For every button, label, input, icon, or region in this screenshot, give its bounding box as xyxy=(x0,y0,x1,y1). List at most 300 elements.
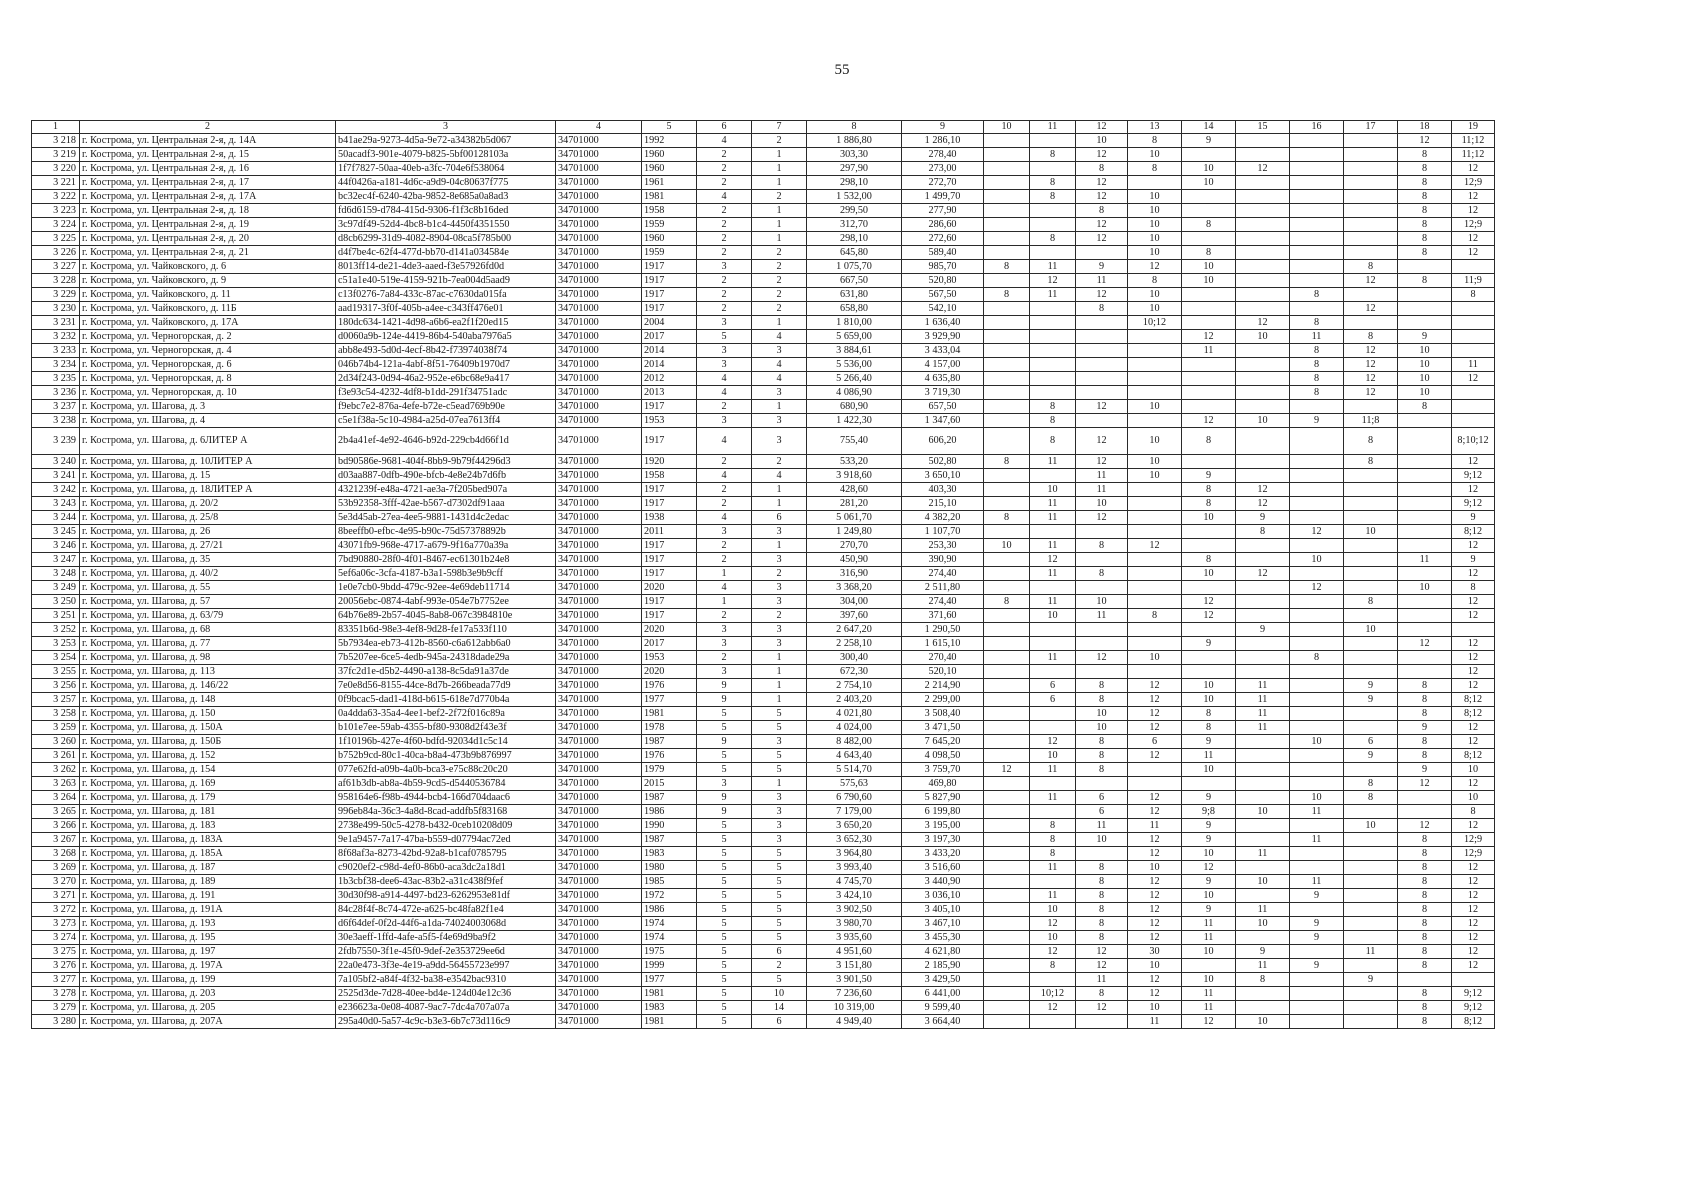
table-row xyxy=(32,749,1495,763)
table-cell xyxy=(1398,511,1452,525)
table-cell: 4 951,60 xyxy=(807,945,902,959)
table-cell: 1977 xyxy=(642,693,697,707)
table-cell: 2b4a41ef-4e92-4646-b92d-229cb4d66f1d xyxy=(336,428,556,455)
table-cell: г. Кострома, ул. Шагова, д. 18ЛИТЕР А xyxy=(80,483,336,497)
table-cell: 34701000 xyxy=(556,190,642,204)
table-cell: 2 xyxy=(697,288,752,302)
table-cell: 1960 xyxy=(642,162,697,176)
table-cell: b41ae29a-9273-4d5a-9e72-a34382b5d067 xyxy=(336,134,556,148)
table-cell: 1b3cbf38-dee6-43ac-83b2-a31c438f9fef xyxy=(336,875,556,889)
table-cell: 2 214,90 xyxy=(902,679,984,693)
table-row xyxy=(32,414,1495,428)
table-cell: 1917 xyxy=(642,609,697,623)
table-cell: 34701000 xyxy=(556,791,642,805)
table-cell: 1f7f7827-50aa-40eb-a3fc-704e6f538064 xyxy=(336,162,556,176)
table-cell: 2 xyxy=(697,274,752,288)
table-cell: г. Кострома, ул. Шагова, д. 63/79 xyxy=(80,609,336,623)
table-cell: 3 151,80 xyxy=(807,959,902,973)
table-cell: 2012 xyxy=(642,372,697,386)
table-cell: 1986 xyxy=(642,805,697,819)
table-cell: 34701000 xyxy=(556,302,642,316)
table-cell: 3 261 xyxy=(32,749,80,763)
table-row xyxy=(32,176,1495,190)
table-cell xyxy=(1344,288,1398,302)
column-number-header: 2 xyxy=(80,121,336,134)
table-cell: 8 xyxy=(1398,232,1452,246)
table-cell: 9 xyxy=(1182,875,1236,889)
table-cell xyxy=(984,791,1030,805)
table-cell: г. Кострома, ул. Шагова, д. 187 xyxy=(80,861,336,875)
table-row xyxy=(32,959,1495,973)
table-cell: 8 xyxy=(1030,400,1076,414)
table-cell xyxy=(1290,763,1344,777)
table-cell: 2 xyxy=(752,190,807,204)
table-cell: г. Кострома, ул. Шагова, д. 199 xyxy=(80,973,336,987)
table-cell xyxy=(1182,148,1236,162)
table-cell: 34701000 xyxy=(556,288,642,302)
table-cell: 12 xyxy=(1398,819,1452,833)
table-cell: 11;9 xyxy=(1452,274,1495,288)
table-cell xyxy=(1030,875,1076,889)
table-cell: 8 xyxy=(1182,428,1236,455)
table-cell: г. Кострома, ул. Шагова, д. 189 xyxy=(80,875,336,889)
table-cell xyxy=(984,875,1030,889)
table-row xyxy=(32,232,1495,246)
table-cell xyxy=(984,386,1030,400)
table-cell: 34701000 xyxy=(556,372,642,386)
table-cell: 8 xyxy=(1290,288,1344,302)
table-cell: г. Кострома, ул. Шагова, д. 3 xyxy=(80,400,336,414)
table-cell xyxy=(1030,246,1076,260)
table-cell: 2015 xyxy=(642,777,697,791)
table-cell: 34701000 xyxy=(556,595,642,609)
table-cell xyxy=(1398,469,1452,483)
table-cell: 3 901,50 xyxy=(807,973,902,987)
table-cell: 1917 xyxy=(642,400,697,414)
table-cell: 371,60 xyxy=(902,609,984,623)
table-cell: 4 xyxy=(752,469,807,483)
table-cell: 3 263 xyxy=(32,777,80,791)
table-cell: 5 xyxy=(752,861,807,875)
table-cell xyxy=(1290,483,1344,497)
table-cell: 1917 xyxy=(642,483,697,497)
table-cell xyxy=(1182,651,1236,665)
table-cell xyxy=(1076,623,1128,637)
table-cell xyxy=(1290,693,1344,707)
table-cell: 12 xyxy=(1290,525,1344,539)
table-cell xyxy=(984,330,1030,344)
table-cell: 4 021,80 xyxy=(807,707,902,721)
table-cell xyxy=(1076,344,1128,358)
table-cell: 8 xyxy=(1398,148,1452,162)
table-row xyxy=(32,595,1495,609)
table-cell: 12 xyxy=(1290,581,1344,595)
table-cell: г. Кострома, ул. Чайковского, д. 17А xyxy=(80,316,336,330)
table-cell xyxy=(1236,777,1290,791)
table-cell xyxy=(1030,386,1076,400)
table-cell: 2 299,00 xyxy=(902,693,984,707)
table-cell: 3 265 xyxy=(32,805,80,819)
table-cell: 3 195,00 xyxy=(902,819,984,833)
table-cell: 12 xyxy=(1452,595,1495,609)
table-row xyxy=(32,302,1495,316)
table-cell xyxy=(1344,581,1398,595)
table-cell: 10 xyxy=(1128,218,1182,232)
table-cell: 8 xyxy=(1076,875,1128,889)
table-cell: 8 xyxy=(1182,218,1236,232)
table-cell xyxy=(1236,651,1290,665)
table-cell: 2738e499-50c5-4278-b432-0ceb10208d09 xyxy=(336,819,556,833)
table-cell: 10 xyxy=(1076,134,1128,148)
table-cell: 5 xyxy=(752,903,807,917)
column-number-header: 10 xyxy=(984,121,1030,134)
table-cell xyxy=(1344,721,1398,735)
table-cell xyxy=(1182,400,1236,414)
table-cell: 34701000 xyxy=(556,260,642,274)
table-cell: 046b74b4-121a-4abf-8f51-76409b1970d7 xyxy=(336,358,556,372)
table-cell: 10 xyxy=(1128,232,1182,246)
table-cell: 5ef6a06c-3cfa-4187-b3a1-598b3e9b9cff xyxy=(336,567,556,581)
table-cell: 12 xyxy=(1128,889,1182,903)
table-cell: 502,80 xyxy=(902,455,984,469)
table-cell: 8 xyxy=(984,288,1030,302)
table-cell: 8 xyxy=(984,595,1030,609)
table-cell: 4 xyxy=(752,372,807,386)
table-cell: 12 xyxy=(1452,889,1495,903)
table-cell: 7e0e8d56-8155-44ce-8d7b-266beada77d9 xyxy=(336,679,556,693)
table-row xyxy=(32,511,1495,525)
table-cell xyxy=(1398,973,1452,987)
table-cell: 4 xyxy=(697,469,752,483)
table-cell: г. Кострома, ул. Шагова, д. 185А xyxy=(80,847,336,861)
table-cell: 1990 xyxy=(642,819,697,833)
table-cell: 3 247 xyxy=(32,553,80,567)
table-cell: 2 xyxy=(697,218,752,232)
table-cell: 3 884,61 xyxy=(807,344,902,358)
table-cell xyxy=(984,469,1030,483)
table-cell: d6f64def-0f2d-44f6-a1da-74024003068d xyxy=(336,917,556,931)
table-cell xyxy=(984,302,1030,316)
table-cell: 10 xyxy=(1182,176,1236,190)
table-cell: 34701000 xyxy=(556,763,642,777)
table-cell xyxy=(1128,567,1182,581)
table-cell: 11 xyxy=(1076,819,1128,833)
table-cell: г. Кострома, ул. Шагова, д. 181 xyxy=(80,805,336,819)
table-cell xyxy=(1236,609,1290,623)
table-cell: 3 xyxy=(752,428,807,455)
table-cell: 10 xyxy=(1290,791,1344,805)
table-cell: 8 xyxy=(1398,987,1452,1001)
table-cell: г. Кострома, ул. Шагова, д. 15 xyxy=(80,469,336,483)
table-cell: 3 424,10 xyxy=(807,889,902,903)
table-row xyxy=(32,567,1495,581)
table-cell xyxy=(1290,1015,1344,1029)
table-cell xyxy=(1236,288,1290,302)
table-cell: 303,30 xyxy=(807,148,902,162)
table-cell: 4 157,00 xyxy=(902,358,984,372)
table-cell: 298,10 xyxy=(807,232,902,246)
table-cell: 10 xyxy=(1344,623,1398,637)
table-cell xyxy=(1030,302,1076,316)
table-cell: 5 514,70 xyxy=(807,763,902,777)
table-cell: 34701000 xyxy=(556,567,642,581)
table-cell: 9;12 xyxy=(1452,497,1495,511)
table-cell: 10 xyxy=(1236,805,1290,819)
table-cell: 34701000 xyxy=(556,889,642,903)
table-row xyxy=(32,721,1495,735)
table-cell xyxy=(984,497,1030,511)
table-cell: 3 227 xyxy=(32,260,80,274)
table-cell: 3 232 xyxy=(32,330,80,344)
table-cell: 3 259 xyxy=(32,721,80,735)
table-cell: 4 086,90 xyxy=(807,386,902,400)
table-cell: 11 xyxy=(1290,805,1344,819)
table-cell: г. Кострома, ул. Шагова, д. 27/21 xyxy=(80,539,336,553)
table-cell: 34701000 xyxy=(556,469,642,483)
table-cell xyxy=(1236,372,1290,386)
table-cell: 1917 xyxy=(642,302,697,316)
table-cell: 2 xyxy=(697,609,752,623)
table-cell xyxy=(1290,302,1344,316)
table-cell: 533,20 xyxy=(807,455,902,469)
table-cell: 8 xyxy=(1290,344,1344,358)
table-cell: 5 xyxy=(697,987,752,1001)
table-cell: 1 286,10 xyxy=(902,134,984,148)
table-row xyxy=(32,260,1495,274)
table-cell xyxy=(984,861,1030,875)
table-row xyxy=(32,623,1495,637)
table-cell: 542,10 xyxy=(902,302,984,316)
table-cell xyxy=(1076,665,1128,679)
table-cell xyxy=(984,176,1030,190)
table-cell: 64b76e89-2b57-4045-8ab8-067c3984810e xyxy=(336,609,556,623)
table-cell: 2 xyxy=(697,302,752,316)
table-cell: 10 xyxy=(1182,567,1236,581)
table-cell xyxy=(1452,344,1495,358)
table-cell: f3e93c54-4232-4df8-b1dd-291f34751adc xyxy=(336,386,556,400)
table-cell: 8 xyxy=(1030,414,1076,428)
table-cell: 20056ebc-0874-4abf-993e-054e7b7752ee xyxy=(336,595,556,609)
table-cell: 2 754,10 xyxy=(807,679,902,693)
table-cell: 3 254 xyxy=(32,651,80,665)
table-cell: 3 433,20 xyxy=(902,847,984,861)
table-cell: 9 xyxy=(1182,791,1236,805)
table-cell xyxy=(1344,469,1398,483)
table-cell: 1960 xyxy=(642,148,697,162)
table-row xyxy=(32,917,1495,931)
table-cell xyxy=(1182,623,1236,637)
table-cell: 1987 xyxy=(642,735,697,749)
column-number-header: 1 xyxy=(32,121,80,134)
table-cell: 2 xyxy=(697,539,752,553)
table-cell xyxy=(1290,665,1344,679)
table-cell: 34701000 xyxy=(556,553,642,567)
table-cell: 2 xyxy=(697,400,752,414)
table-cell: г. Кострома, ул. Центральная 2-я, д. 19 xyxy=(80,218,336,232)
table-cell: 8 xyxy=(1344,260,1398,274)
table-cell: 1 107,70 xyxy=(902,525,984,539)
table-row xyxy=(32,707,1495,721)
table-cell: 390,90 xyxy=(902,553,984,567)
table-cell xyxy=(1236,665,1290,679)
table-cell: 3 258 xyxy=(32,707,80,721)
table-row xyxy=(32,190,1495,204)
table-cell xyxy=(1398,567,1452,581)
table-cell: г. Кострома, ул. Шагова, д. 193 xyxy=(80,917,336,931)
table-cell: 3 xyxy=(752,344,807,358)
table-cell: 6 xyxy=(1076,805,1128,819)
table-cell: 11 xyxy=(1182,749,1236,763)
table-cell: 270,70 xyxy=(807,539,902,553)
table-cell: 3 xyxy=(752,553,807,567)
table-cell: 3 935,60 xyxy=(807,931,902,945)
table-cell: 3 245 xyxy=(32,525,80,539)
table-cell: 12 xyxy=(1398,134,1452,148)
header-row xyxy=(32,121,1495,134)
table-cell: г. Кострома, ул. Шагова, д. 150 xyxy=(80,707,336,721)
table-cell: 8 xyxy=(1076,917,1128,931)
table-cell: 2 xyxy=(697,148,752,162)
table-cell: 8 xyxy=(1398,889,1452,903)
table-cell: 12 xyxy=(1452,455,1495,469)
table-cell: 34701000 xyxy=(556,483,642,497)
table-cell: 299,50 xyxy=(807,204,902,218)
table-cell: 1992 xyxy=(642,134,697,148)
table-cell: 5 xyxy=(752,917,807,931)
table-cell xyxy=(1344,833,1398,847)
table-cell: 8 xyxy=(1398,959,1452,973)
table-cell: 286,60 xyxy=(902,218,984,232)
table-cell xyxy=(1290,190,1344,204)
table-cell xyxy=(1236,344,1290,358)
table-cell xyxy=(1236,469,1290,483)
table-cell: 1 347,60 xyxy=(902,414,984,428)
table-cell: 9 xyxy=(1236,945,1290,959)
table-cell: 6 xyxy=(752,1015,807,1029)
table-cell xyxy=(1344,875,1398,889)
table-cell: 3 219 xyxy=(32,148,80,162)
table-cell: 8 xyxy=(1452,288,1495,302)
table-cell: 4 098,50 xyxy=(902,749,984,763)
table-cell: 3 220 xyxy=(32,162,80,176)
table-cell: г. Кострома, ул. Шагова, д. 6ЛИТЕР А xyxy=(80,428,336,455)
table-cell: 1976 xyxy=(642,679,697,693)
table-cell: 3 218 xyxy=(32,134,80,148)
table-cell: 11 xyxy=(1076,973,1128,987)
table-cell: 10 xyxy=(1076,833,1128,847)
table-cell: 8 xyxy=(1076,693,1128,707)
table-cell xyxy=(1236,400,1290,414)
table-cell: 12 xyxy=(1344,302,1398,316)
table-cell xyxy=(1290,609,1344,623)
table-cell: 11 xyxy=(1452,358,1495,372)
table-cell: 8 xyxy=(1398,1015,1452,1029)
table-cell: 3 508,40 xyxy=(902,707,984,721)
table-cell xyxy=(1344,176,1398,190)
table-cell: 2d34f243-0d94-46a2-952e-e6bc68e9a417 xyxy=(336,372,556,386)
table-cell: 5 xyxy=(697,721,752,735)
table-cell: 272,70 xyxy=(902,176,984,190)
table-cell: 3 264 xyxy=(32,791,80,805)
table-cell xyxy=(1236,581,1290,595)
table-cell: 8 xyxy=(1398,693,1452,707)
table-cell: 3 197,30 xyxy=(902,833,984,847)
table-row xyxy=(32,497,1495,511)
table-cell: 1 xyxy=(752,483,807,497)
table-cell: 2525d3de-7d28-40ee-bd4e-124d04e12c36 xyxy=(336,987,556,1001)
table-cell xyxy=(1182,316,1236,330)
table-cell: 1983 xyxy=(642,847,697,861)
table-cell: 8 xyxy=(1128,134,1182,148)
table-cell xyxy=(1344,134,1398,148)
table-cell xyxy=(984,358,1030,372)
table-cell xyxy=(984,581,1030,595)
table-cell: 10 319,00 xyxy=(807,1001,902,1015)
table-cell: 10 xyxy=(1398,386,1452,400)
table-cell: 5 xyxy=(697,973,752,987)
table-cell xyxy=(1128,483,1182,497)
table-cell: г. Кострома, ул. Черногорская, д. 8 xyxy=(80,372,336,386)
table-cell xyxy=(1290,497,1344,511)
table-cell: 11 xyxy=(1030,497,1076,511)
table-cell: 1 615,10 xyxy=(902,637,984,651)
table-cell: 8 xyxy=(1290,386,1344,400)
table-cell: 8 xyxy=(1076,679,1128,693)
table-cell: 1917 xyxy=(642,428,697,455)
table-cell: 12 xyxy=(1076,428,1128,455)
table-cell xyxy=(1182,665,1236,679)
table-cell: 1917 xyxy=(642,567,697,581)
table-cell xyxy=(1182,386,1236,400)
column-number-header: 13 xyxy=(1128,121,1182,134)
table-cell xyxy=(1344,903,1398,917)
table-cell: 5 xyxy=(752,931,807,945)
table-cell: 34701000 xyxy=(556,274,642,288)
table-cell: г. Кострома, ул. Центральная 2-я, д. 18 xyxy=(80,204,336,218)
table-cell: 8 xyxy=(1030,232,1076,246)
table-cell xyxy=(1290,455,1344,469)
table-cell: 10 xyxy=(1128,959,1182,973)
table-cell: 11 xyxy=(1236,847,1290,861)
table-cell: 7 179,00 xyxy=(807,805,902,819)
table-cell: 589,40 xyxy=(902,246,984,260)
table-cell: 3 242 xyxy=(32,483,80,497)
table-cell: г. Кострома, ул. Шагова, д. 191А xyxy=(80,903,336,917)
table-cell: 7b5207ee-6ce5-4edb-945a-24318dade29a xyxy=(336,651,556,665)
table-cell xyxy=(1344,763,1398,777)
table-cell xyxy=(1236,763,1290,777)
table-cell: г. Кострома, ул. Чайковского, д. 11Б xyxy=(80,302,336,316)
table-cell xyxy=(984,567,1030,581)
table-cell xyxy=(1030,204,1076,218)
table-cell xyxy=(1128,637,1182,651)
table-cell: 9 xyxy=(1452,511,1495,525)
table-cell xyxy=(1236,148,1290,162)
table-cell xyxy=(1290,595,1344,609)
table-cell: г. Кострома, ул. Шагова, д. 183 xyxy=(80,819,336,833)
table-cell: 8 xyxy=(1398,707,1452,721)
table-cell: 10 xyxy=(1398,344,1452,358)
table-cell xyxy=(984,204,1030,218)
table-cell: 1981 xyxy=(642,987,697,1001)
table-cell: 84c28f4f-8c74-472e-a625-bc48fa82f1e4 xyxy=(336,903,556,917)
table-cell: 10 xyxy=(1236,330,1290,344)
table-cell xyxy=(1344,609,1398,623)
table-cell: 2 647,20 xyxy=(807,623,902,637)
table-cell: 8 xyxy=(1236,973,1290,987)
table-cell: 34701000 xyxy=(556,1001,642,1015)
column-number-header: 16 xyxy=(1290,121,1344,134)
